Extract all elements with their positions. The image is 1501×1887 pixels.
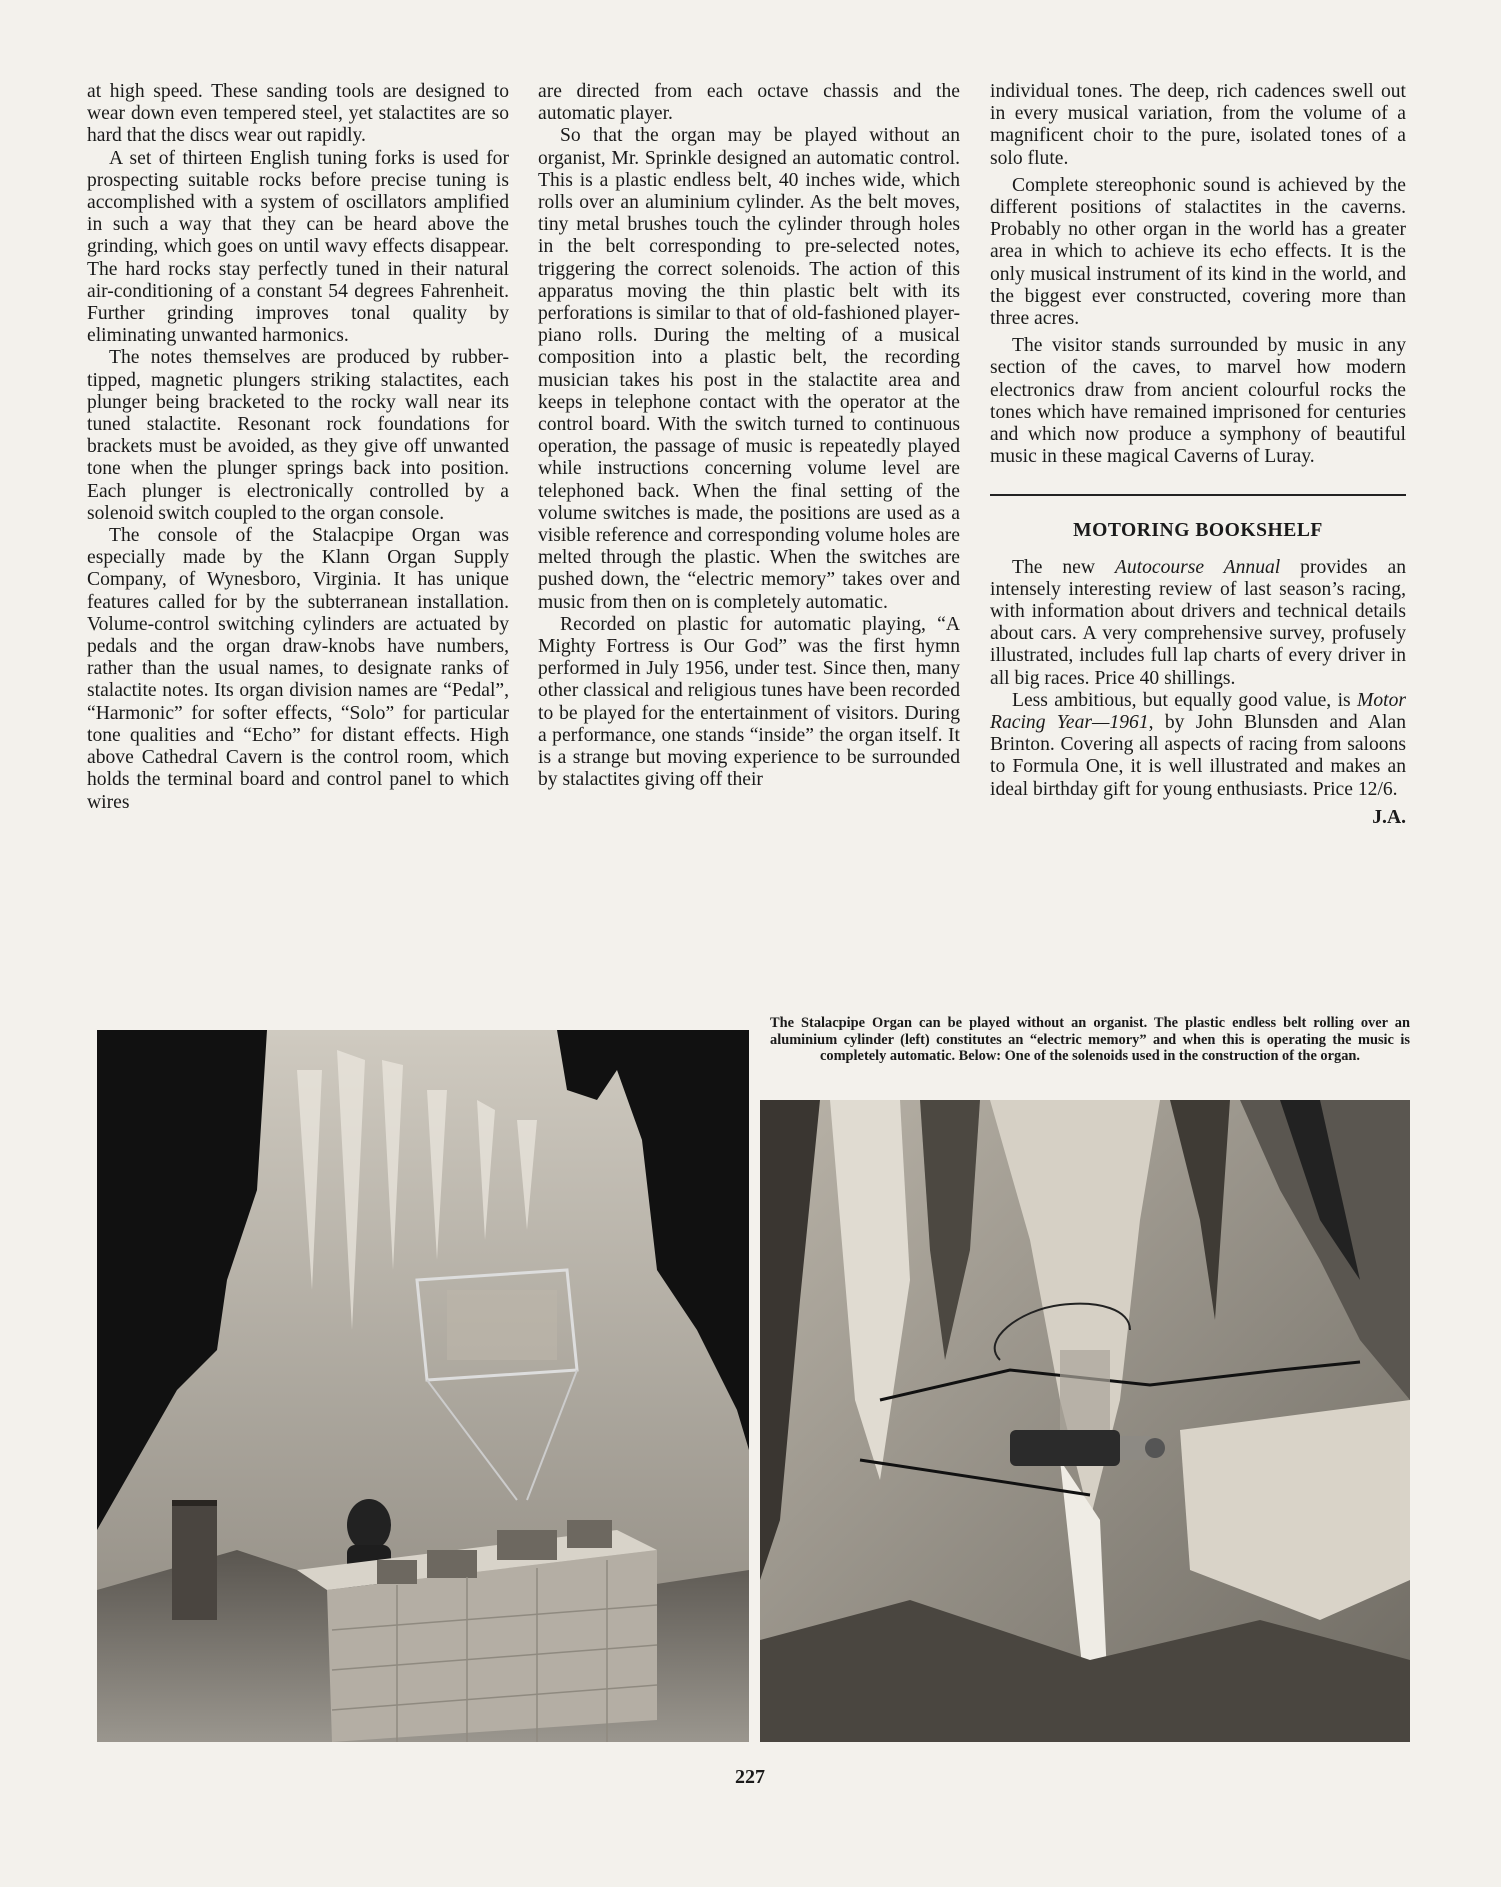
bookshelf-paragraph-2 (990, 690, 1406, 801)
photo-caption: The Stalacpipe Organ can be played without an organist. The plastic endless belt rolling over an aluminium cylinder (left) constitutes an “electric memory” and when this is operating the music is completely automatic. Below: One of the solenoids used in the construction of the organ. (770, 1015, 1410, 1065)
paragraph: Complete stereophonic sound is achieved by the different positions of stalactites in the caverns. Probably no other organ in the world has a greater area in which to achieve its echo effects. It is the only musical instrument of its kind in the world, and the biggest ever constructed, covering more than three acres. (990, 174, 1406, 330)
paragraph: are directed from each octave chassis and the automatic player. (538, 81, 960, 125)
bookshelf-paragraph-1 (990, 557, 1406, 690)
solenoid-photo (760, 1100, 1410, 1742)
page-number: 227 (735, 1766, 765, 1788)
text-run: The new (1012, 556, 1115, 578)
organ-console-photo (97, 1030, 749, 1742)
text-run: , by John Blunsden and Alan Brinton. Covering all aspects of racing from saloons to Formula One, it is well illustrated and makes an ideal birthday gift for young enthusiasts. Price 12/6. (990, 712, 1406, 800)
text-run: Less ambitious, but equally good value, is (1012, 689, 1358, 711)
paragraph: The visitor stands surrounded by music in any section of the caves, to marvel how modern electronics draw from ancient colourful rocks the tones which have remained imprisoned for centuries and which now produce a symphony of beautiful music in these magical Caverns of Luray. (990, 335, 1406, 468)
text-column-1 (87, 81, 509, 814)
paragraph: Recorded on plastic for automatic playing, “A Mighty Fortress is Our God” was the first hymn performed in July 1956, under test. Since then, many other classical and religious tunes have been recorded to be played for the entertainment of visitors. During a performance, one stands “inside” the organ itself. It is a strange but moving experience to be surrounded by stalactites giving off their (538, 613, 960, 791)
book-title: Motor Racing Year—1961 (990, 689, 1406, 734)
paragraph: The notes themselves are produced by rubber-tipped, magnetic plungers striking stalactites, each plunger being bracketed to the rocky wall near its tuned stalactite. Resonant rock foundations for brackets must be avoided, as they give off unwanted tone when the plunger springs back into position. Each plunger is electronically controlled by a solenoid switch coupled to the organ console. (87, 347, 509, 524)
paragraph: individual tones. The deep, rich cadences swell out in every musical variation, from the volume of a magnificent choir to the pure, isolated tones of a solo flute. (990, 81, 1406, 169)
paragraph: The console of the Stalacpipe Organ was especially made by the Klann Organ Supply Company, of Wynesboro, Virginia. It has unique features called for by the subterranean installation. Volume-control switching cylinders are actuated by pedals and the organ draw-knobs have numbers, rather than the usual names, to designate ranks of stalactite notes. Its organ division names are “Pedal”, “Harmonic” for softer effects, “Solo” for particular tone qualities and “Echo” for distant effects. High above Cathedral Cavern is the control room, which holds the terminal board and control panel to which wires (87, 525, 509, 813)
paragraph: A set of thirteen English tuning forks is used for prospecting suitable rocks before precise tuning is accomplished with a system of oscillators amplified in such a way that they can be heard above the grinding, which goes on until wavy effects disappear. The hard rocks stay perfectly tuned in their natural air-conditioning of a constant 54 degrees Fahrenheit. Further grinding improves tonal quality by eliminating unwanted harmonics. (87, 147, 509, 347)
text-column-2 (538, 81, 960, 792)
section-heading: MOTORING BOOKSHELF (1073, 520, 1323, 542)
text-run: provides an intensely interesting review of last season’s racing, with information about drivers and technical details about cars. A very comprehensive survey, profusely illustrated, includes full lap charts of every driver in all big races. Price 40 shillings. (990, 556, 1406, 689)
section-divider (990, 494, 1406, 496)
paragraph: So that the organ may be played without an organist, Mr. Sprinkle designed an automatic control. This is a plastic endless belt, 40 inches wide, which rolls over an aluminium cylinder. As the belt moves, tiny metal brushes touch the cylinder through holes in the belt corresponding to pre-selected notes, triggering the correct solenoids. The action of this apparatus moving the thin plastic belt with its perforations is similar to that of old-fashioned player-piano rolls. During the melting of a musical composition into a plastic belt, the recording musician takes his post in the stalactite area and keeps in telephone contact with the operator at the control board. With the switch turned to continuous operation, the passage of music is repeatedly played while instructions concerning volume level are telephoned back. When the final setting of the volume switches is made, the positions are used as a visible reference and corresponding volume holes are melted through the plastic. When the switches are pushed down, the “electric memory” takes over and music from then on is completely automatic. (538, 125, 960, 613)
paragraph: at high speed. These sanding tools are designed to wear down even tempered steel, yet stalactites are so hard that the discs wear out rapidly. (87, 81, 509, 147)
author-signature: J.A. (1372, 806, 1406, 828)
solenoid-illustration (760, 1100, 1410, 1742)
book-title: Autocourse Annual (1114, 556, 1281, 578)
text-column-3 (990, 81, 1406, 829)
organ-console-illustration (97, 1030, 749, 1742)
